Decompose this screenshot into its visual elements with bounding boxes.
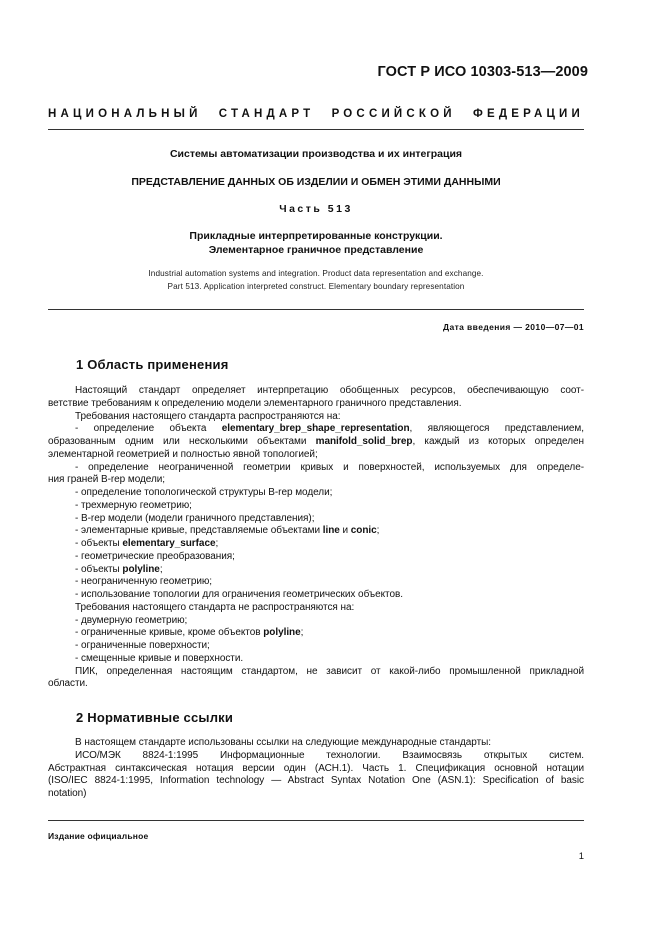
top-divider xyxy=(48,129,584,130)
text-run: , каждый из которых определен xyxy=(412,436,584,447)
paragraph-line: Требования настоящего стандарта не распространяются на: xyxy=(75,601,355,613)
list-item-continuation xyxy=(48,436,584,449)
effective-date: Дата введения — 2010—07—01 xyxy=(443,322,584,332)
paragraph-line: ветствие требованиям к определению модели элементарного граничного представления. xyxy=(48,397,462,409)
entity-name: polyline xyxy=(122,563,160,575)
section-2-body xyxy=(48,737,584,801)
section-1-heading: 1 Область применения xyxy=(76,357,229,372)
list-item: - смещенные кривые и поверхности. xyxy=(75,652,244,664)
list-item: - трехмерную геометрию; xyxy=(75,499,192,511)
entity-name: conic xyxy=(350,525,377,537)
text-run: и xyxy=(339,525,351,537)
list-item: - ограниченные поверхности; xyxy=(75,640,210,651)
text-run: - элементарные кривые, представляемые объектами xyxy=(75,525,323,537)
text-run: ; xyxy=(300,627,304,639)
national-standard-banner: НАЦИОНАЛЬНЫЙ СТАНДАРТ РОССИЙСКОЙ ФЕДЕРАЦИИ xyxy=(48,108,584,120)
reference-line: notation) xyxy=(48,788,87,799)
text-run: , являющегося представлением, xyxy=(409,423,584,435)
text-run: ; xyxy=(215,538,219,549)
reference-line: ИСО/МЭК 8824-1:1995 Информационные технологии. Взаимосвязь открытых систем. xyxy=(75,749,584,761)
list-item: - двумерную геометрию; xyxy=(75,614,188,626)
list-item-continuation: элементарной геометрией и полностью явной топологией; xyxy=(48,448,318,460)
list-item-continuation: ния граней B-rep модели; xyxy=(48,474,166,486)
list-item xyxy=(48,525,584,538)
list-item: - определение неограниченной геометрии кривых и поверхностей, используемых для определе- xyxy=(75,461,584,473)
text-run: - определение объекта xyxy=(75,423,222,435)
list-item: - геометрические преобразования; xyxy=(75,550,235,562)
subtitle-line-1: Прикладные интерпретированные конструкции. xyxy=(189,230,443,242)
reference-line: Абстрактная синтаксическая нотация версии один (АСН.1). Часть 1. Спецификация основной нотации xyxy=(48,762,584,774)
part-title: Часть 513 xyxy=(279,203,353,215)
list-item: - B-rep модели (модели граничного представления); xyxy=(75,512,315,524)
section-2-heading: 2 Нормативные ссылки xyxy=(76,710,234,725)
subtitle-line-2: Элементарное граничное представление xyxy=(208,244,424,256)
footer-divider xyxy=(48,820,584,821)
list-item: - использование топологии для ограничения геометрических объектов. xyxy=(75,589,403,600)
text-run: образованным одним или несколькими объектами xyxy=(48,436,316,447)
text-run: ; xyxy=(159,563,163,575)
reference-line: (ISO/IEC 8824-1:1995, Information technology — Abstract Syntax Notation One (ASN.1): Specification of basic xyxy=(48,775,584,787)
series-title: Системы автоматизации производства и их интеграция xyxy=(169,148,463,160)
list-item xyxy=(48,538,584,551)
text-run: - ограниченные кривые, кроме объектов xyxy=(75,627,264,639)
paragraph-line: области. xyxy=(48,678,88,690)
title-divider xyxy=(48,309,584,310)
entity-name: elementary_brep_shape_representation xyxy=(221,423,410,435)
paragraph-line: Настоящий стандарт определяет интерпретацию обобщенных ресурсов, обеспечивающую соот- xyxy=(75,385,584,396)
list-item: - определение топологической структуры B-rep модели; xyxy=(75,487,333,498)
section-1-body xyxy=(48,385,584,691)
entity-name: line xyxy=(322,525,340,537)
gost-number: ГОСТ Р ИСО 10303-513—2009 xyxy=(377,64,588,80)
list-item xyxy=(48,423,584,436)
main-title: ПРЕДСТАВЛЕНИЕ ДАННЫХ ОБ ИЗДЕЛИИ И ОБМЕН ЭТИМИ ДАННЫМИ xyxy=(131,176,501,188)
text-run: - объекты xyxy=(75,563,123,575)
list-item xyxy=(48,627,584,640)
entity-name: manifold_solid_brep xyxy=(315,436,413,447)
official-edition-label: Издание официальное xyxy=(48,831,149,841)
english-title-line-2: Part 513. Application interpreted construct. Elementary boundary representation xyxy=(167,282,465,291)
english-title-line-1: Industrial automation systems and integration. Product data representation and exchange. xyxy=(148,269,484,278)
list-item xyxy=(48,564,584,577)
page-number: 1 xyxy=(578,851,584,862)
entity-name: elementary_surface xyxy=(122,538,216,549)
paragraph-line: Требования настоящего стандарта распространяются на: xyxy=(75,410,341,422)
text-run: ; xyxy=(376,525,380,537)
list-item: - неограниченную геометрию; xyxy=(75,576,213,588)
paragraph-line: В настоящем стандарте использованы ссылки на следующие международные стандарты: xyxy=(75,737,491,748)
entity-name: polyline xyxy=(263,627,301,639)
paragraph-line: ПИК, определенная настоящим стандартом, не зависит от какой-либо промышленной прикладной xyxy=(75,665,584,677)
text-run: - объекты xyxy=(75,538,123,549)
